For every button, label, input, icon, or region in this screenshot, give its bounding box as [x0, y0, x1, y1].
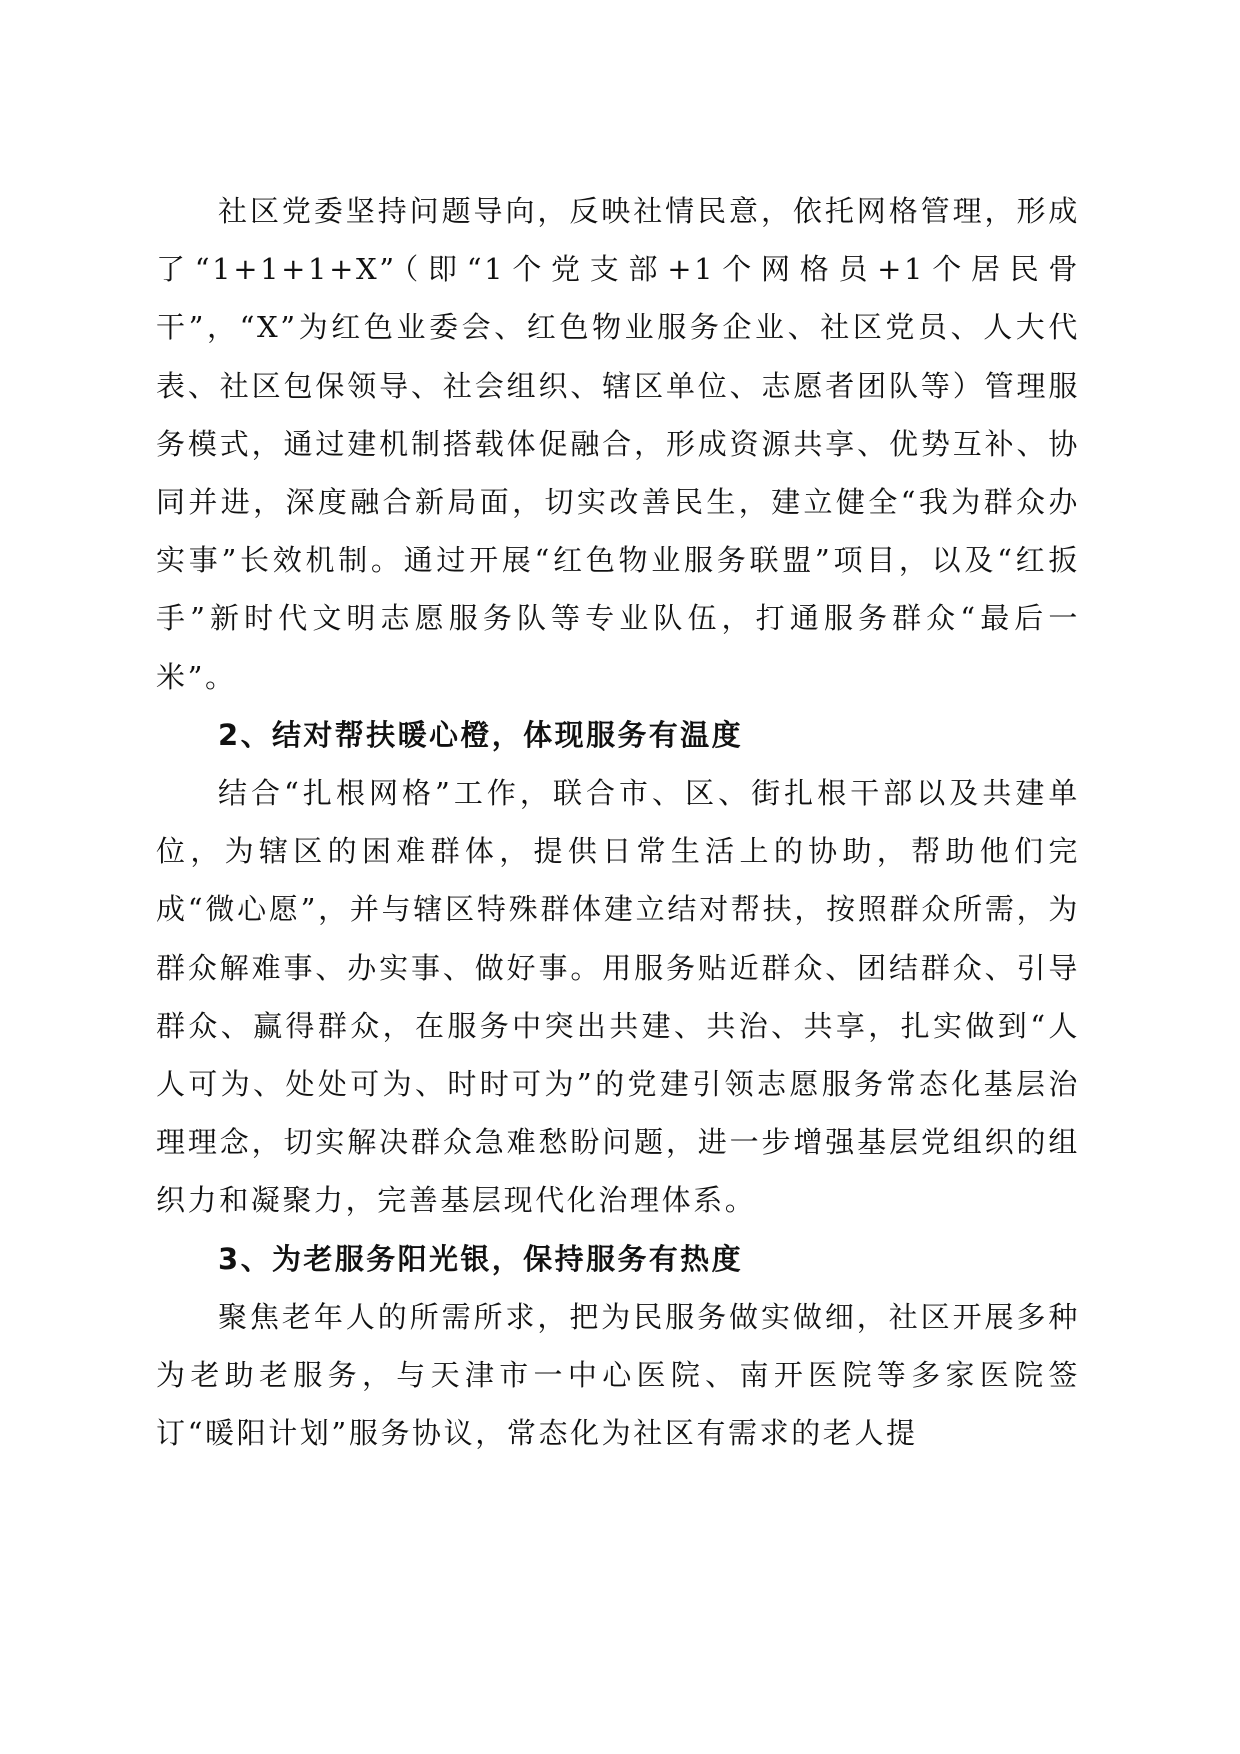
paragraph-community-model: 社区党委坚持问题导向，反映社情民意，依托网格管理，形成了“1+1+1+X”（即“1个党支部+1个网格员+1个居民骨干”，“X”为红色业委会、红色物业服务企业、社区党员、人大代表、社区包保领导、社会组织、辖区单位、志愿者团队等）管理服务模式，通过建机制搭载体促融合，形成资源共享、优势互补、协同并进，深度融合新局面，切实改善民生，建立健全“我为群众办实事”长效机制。通过开展“红色物业服务联盟”项目，以及“红扳手”新时代文明志愿服务队等专业队伍，打通服务群众“最后一米”。 [156, 194, 1080, 694]
paragraph-elderly-services: 聚焦老年人的所需所求，把为民服务做实做细，社区开展多种为老助老服务，与天津市一中心医院、南开医院等多家医院签订“暖阳计划”服务协议，常态化为社区有需求的老人提 [156, 1299, 1080, 1451]
paragraph-paired-assistance: 结合“扎根网格”工作，联合市、区、街扎根干部以及共建单位，为辖区的困难群体，提供日常生活上的协助，帮助他们完成“微心愿”，并与辖区特殊群体建立结对帮扶，按照群众所需，为群众解难事、办实事、做好事。用服务贴近群众、团结群众、引导群众、赢得群众，在服务中突出共建、共治、共享，扎实做到“人人可为、处处可为、时时可为”的党建引领志愿服务常态化基层治理理念，切实解决群众急难愁盼问题，进一步增强基层党组织的组织力和凝聚力，完善基层现代化治理体系。 [156, 776, 1080, 1218]
section-heading-3: 3、为老服务阳光银，保持服务有热度 [218, 1241, 743, 1276]
document-body [156, 182, 1080, 1462]
section-heading-2: 2、结对帮扶暖心橙，体现服务有温度 [218, 717, 743, 752]
